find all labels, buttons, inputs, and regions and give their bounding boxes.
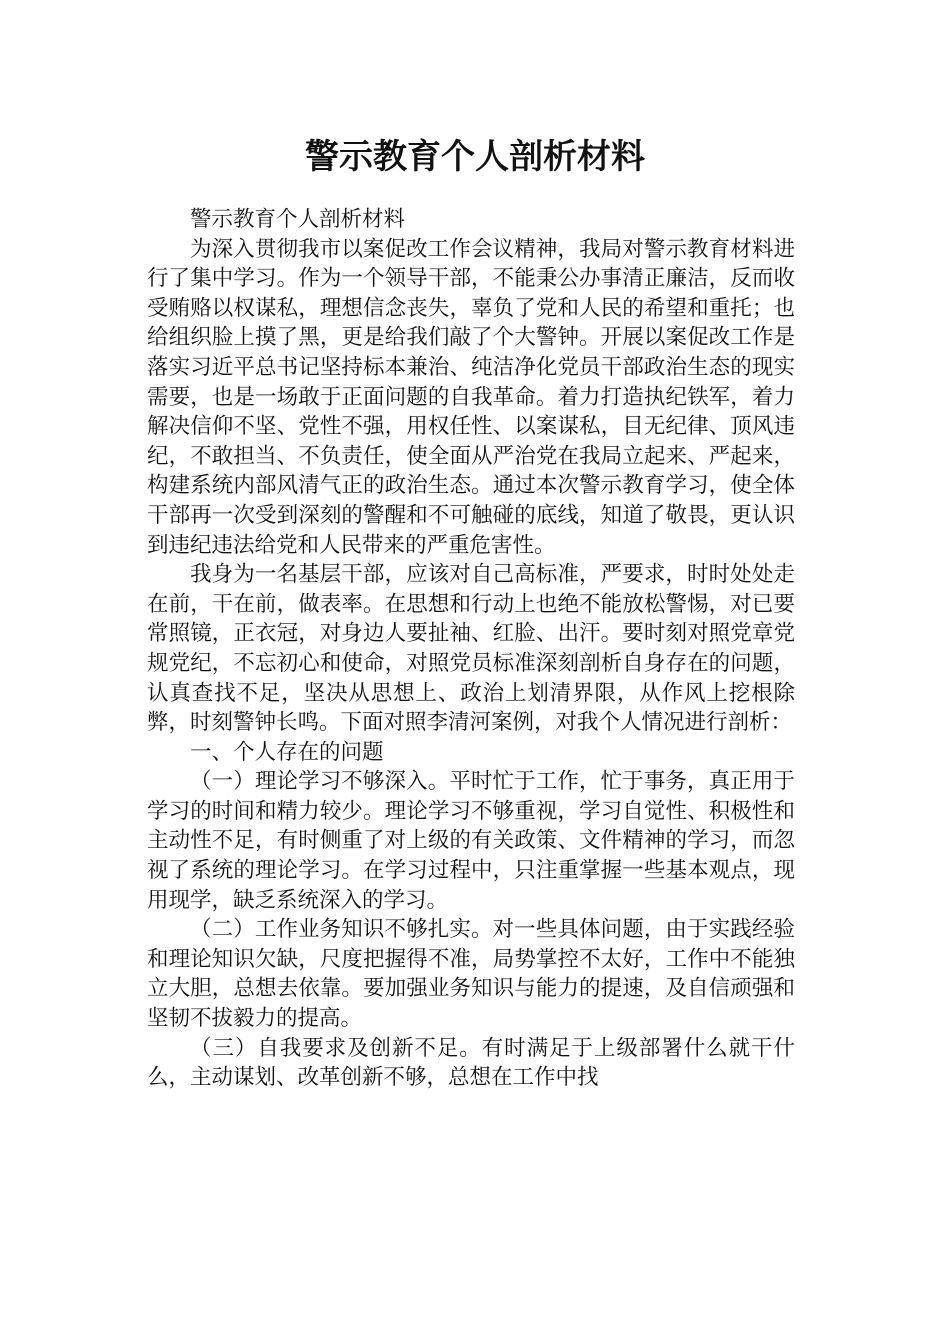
- paragraph: 为深入贯彻我市以案促改工作会议精神，我局对警示教育材料进行了集中学习。作为一个领导干部，不能秉公办事清正廉洁，反而收受贿赂以权谋私，理想信念丧失，辜负了党和人民的希望和重托；也给组织脸上摸了黑，更是给我们敲了个大警钟。开展以案促改工作是落实习近平总书记坚持标本兼治、纯洁净化党员干部政治生态的现实需要，也是一场敢于正面问题的自我革命。着力打造执纪铁军，着力解决信仰不坚、党性不强，用权任性、以案谋私，目无纪律、顶风违纪，不敢担当、不负责任，使全面从严治党在我局立起来、严起来，构建系统内部风清气正的政治生态。通过本次警示教育学习，使全体干部再一次受到深刻的警醒和不可触碰的底线，知道了敬畏，更认识到违纪违法给党和人民带来的严重危害性。: [147, 236, 795, 558]
- document-title: 警示教育个人剖析材料: [305, 137, 645, 177]
- paragraph-heading: 警示教育个人剖析材料: [190, 207, 406, 232]
- paragraph: （一）理论学习不够深入。平时忙于工作，忙于事务，真正用于学习的时间和精力较少。理论学习不够重视，学习自觉性、积极性和主动性不足，有时侧重了对上级的有关政策、文件精神的学习，而忽视了系统的理论学习。在学习过程中，只注重掌握一些基本观点，现用现学，缺乏系统深入的学习。: [147, 769, 795, 913]
- paragraph: 我身为一名基层干部，应该对自己高标准，严要求，时时处处走在前，干在前，做表率。在思想和行动上也绝不能放松警惕，对已要常照镜，正衣冠，对身边人要扯袖、红脸、出汗。要时刻对照党章党规党纪，不忘初心和使命，对照党员标准深刻剖析自身存在的问题，认真查找不足，坚决从思想上、政治上划清界限，从作风上挖根除弊，时刻警钟长鸣。下面对照李清河案例，对我个人情况进行剖析：: [147, 562, 795, 736]
- section-heading: 一、个人存在的问题: [190, 739, 384, 765]
- paragraph: （三）自我要求及创新不足。有时满足于上级部署什么就干什么，主动谋划、改革创新不够，总想在工作中找: [147, 1035, 795, 1091]
- document-body: [147, 205, 795, 1093]
- paragraph: （二）工作业务知识不够扎实。对一些具体问题，由于实践经验和理论知识欠缺，尺度把握得不准，局势掌控不太好，工作中不能独立大胆，总想去依靠。要加强业务知识与能力的提速，及自信顽强和坚韧不拔毅力的提高。: [147, 917, 795, 1032]
